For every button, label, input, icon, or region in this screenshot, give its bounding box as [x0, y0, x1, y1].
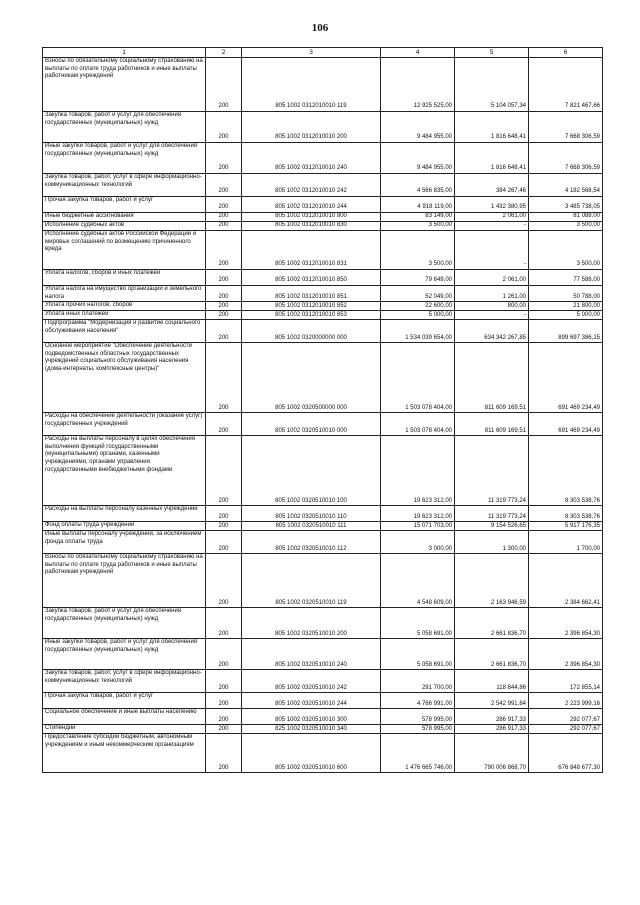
- table-row: [43, 231, 603, 270]
- row-name: Подпрограмма "Модернизация и развитие социального обслуживания населения": [43, 320, 206, 343]
- row-grbs: 200: [206, 436, 242, 506]
- row-rest: 77 588,00: [529, 270, 603, 286]
- row-code: 805 1002 0320510010 112: [242, 531, 381, 554]
- row-plan: 1 534 039 654,00: [381, 320, 455, 343]
- row-plan: 578 995,00: [381, 725, 455, 734]
- row-fact: 2 061,00: [455, 213, 529, 222]
- row-code: 805 1002 0312010010 119: [242, 58, 381, 112]
- row-code: 805 1002 0312010010 850: [242, 270, 381, 286]
- table-row: [43, 343, 603, 413]
- row-rest: 81 088,00: [529, 213, 603, 222]
- row-name: Социальное обеспечение и иные выплаты населению: [43, 709, 206, 725]
- row-name: Уплата налогов, сборов и иных платежей: [43, 270, 206, 286]
- row-fact: 2 163 946,59: [455, 554, 529, 608]
- table-row: [43, 554, 603, 608]
- row-fact: 11 319 773,24: [455, 436, 529, 506]
- row-plan: 19 623 312,00: [381, 506, 455, 522]
- row-name: Уплата прочих налогов, сборов: [43, 302, 206, 311]
- row-code: 805 1002 0312010010 851: [242, 286, 381, 302]
- row-grbs: 200: [206, 413, 242, 436]
- column-header: 5: [455, 48, 529, 58]
- table-row: [43, 197, 603, 213]
- table-row: [43, 320, 603, 343]
- row-plan: 5 000,00: [381, 311, 455, 320]
- table-row: [43, 213, 603, 222]
- row-rest: 5 000,00: [529, 311, 603, 320]
- row-name: Уплата иных платежей: [43, 311, 206, 320]
- row-code: 805 1002 0320510010 119: [242, 554, 381, 608]
- table-row: [43, 725, 603, 734]
- table-row: [43, 286, 603, 302]
- row-fact: 811 609 169,51: [455, 413, 529, 436]
- row-rest: 3 500,00: [529, 231, 603, 270]
- row-plan: 3 000,00: [381, 531, 455, 554]
- row-fact: 5 104 057,34: [455, 58, 529, 112]
- row-fact: -: [455, 222, 529, 231]
- row-code: 805 1002 0320510010 100: [242, 436, 381, 506]
- row-code: 805 1002 0320510010 111: [242, 522, 381, 531]
- row-rest: 2 223 999,16: [529, 693, 603, 709]
- row-grbs: 200: [206, 222, 242, 231]
- row-code: 805 1002 0320510010 110: [242, 506, 381, 522]
- row-plan: 578 995,00: [381, 709, 455, 725]
- table-row: [43, 143, 603, 174]
- row-code: 805 1002 0312010010 853: [242, 311, 381, 320]
- row-code: 805 1002 0312010010 244: [242, 197, 381, 213]
- table-row: [43, 670, 603, 693]
- table-row: [43, 311, 603, 320]
- row-name: Иные закупки товаров, работ и услуг для обеспечения государственных (муниципальных) нужд: [43, 639, 206, 670]
- row-code: 805 1002 0320000000 000: [242, 320, 381, 343]
- row-fact: -: [455, 311, 529, 320]
- row-plan: 9 484 955,00: [381, 143, 455, 174]
- row-grbs: 200: [206, 302, 242, 311]
- row-plan: 83 149,00: [381, 213, 455, 222]
- row-code: 805 1002 0320510010 000: [242, 413, 381, 436]
- row-name: Закупка товаров, работ и услуг для обеспечения государственных (муниципальных) нужд: [43, 608, 206, 639]
- row-rest: 4 182 568,54: [529, 174, 603, 197]
- row-name: Расходы на обеспечение деятельности (оказание услуг) государственных учреждений: [43, 413, 206, 436]
- row-name: Расходы на выплаты персоналу казенных учреждений: [43, 506, 206, 522]
- row-plan: 1 476 665 746,00: [381, 734, 455, 773]
- table-row: [43, 222, 603, 231]
- row-name: Расходы на выплаты персоналу в целях обеспечения выполнения функций государственными (муниципальными) органами, казенными учреждениями, органами управления государственными внебюджетными фондами: [43, 436, 206, 506]
- table-row: [43, 639, 603, 670]
- row-fact: -: [455, 231, 529, 270]
- row-fact: 286 917,33: [455, 709, 529, 725]
- row-code: 805 1002 0320510010 200: [242, 608, 381, 639]
- row-plan: 9 484 955,00: [381, 112, 455, 143]
- row-rest: 8 303 538,76: [529, 436, 603, 506]
- row-grbs: 200: [206, 608, 242, 639]
- row-rest: 691 469 234,49: [529, 413, 603, 436]
- row-grbs: 200: [206, 320, 242, 343]
- row-code: 805 1002 0312010010 242: [242, 174, 381, 197]
- row-plan: 5 058 691,00: [381, 639, 455, 670]
- page-number: 106: [311, 22, 329, 34]
- row-code: 805 1002 0312010010 831: [242, 231, 381, 270]
- row-name: Уплата налога на имущество организаций и земельного налога: [43, 286, 206, 302]
- row-fact: 1 816 648,41: [455, 143, 529, 174]
- row-rest: 7 668 306,59: [529, 112, 603, 143]
- row-name: Фонд оплаты труда учреждений: [43, 522, 206, 531]
- row-code: 805 1002 0312010010 200: [242, 112, 381, 143]
- row-code: 805 1002 0312010010 240: [242, 143, 381, 174]
- table-row: [43, 608, 603, 639]
- row-plan: 79 649,00: [381, 270, 455, 286]
- row-grbs: 200: [206, 213, 242, 222]
- row-plan: 12 925 525,00: [381, 58, 455, 112]
- table-row: [43, 58, 603, 112]
- row-name: Взносы по обязательному социальному страхованию на выплаты по оплате труда работников и иные выплаты работникам учреждений: [43, 554, 206, 608]
- row-grbs: 200: [206, 174, 242, 197]
- row-code: 805 1002 0320510010 242: [242, 670, 381, 693]
- row-code: 805 1002 0320500000 000: [242, 343, 381, 413]
- table-body: [43, 58, 603, 773]
- row-rest: 292 077,67: [529, 709, 603, 725]
- row-fact: 800,00: [455, 302, 529, 311]
- row-plan: 3 500,00: [381, 231, 455, 270]
- row-plan: 52 049,00: [381, 286, 455, 302]
- row-rest: 50 788,00: [529, 286, 603, 302]
- row-fact: 811 609 169,51: [455, 343, 529, 413]
- row-code: 805 1002 0320510010 244: [242, 693, 381, 709]
- row-rest: 7 668 306,59: [529, 143, 603, 174]
- row-fact: 790 006 868,70: [455, 734, 529, 773]
- row-grbs: 200: [206, 531, 242, 554]
- row-rest: 676 848 677,30: [529, 734, 603, 773]
- row-grbs: 200: [206, 506, 242, 522]
- table-row: [43, 112, 603, 143]
- column-header: 1: [43, 48, 206, 58]
- row-rest: 691 469 234,49: [529, 343, 603, 413]
- row-plan: 5 058 691,00: [381, 608, 455, 639]
- table-row: [43, 531, 603, 554]
- row-code: 805 1002 0312010010 852: [242, 302, 381, 311]
- row-grbs: 200: [206, 734, 242, 773]
- row-rest: 7 821 467,66: [529, 58, 603, 112]
- row-name: Стипендии: [43, 725, 206, 734]
- row-name: Исполнение судебных актов Российской Федерации и мировых соглашений по возмещению причиненного вреда: [43, 231, 206, 270]
- row-plan: 4 548 609,00: [381, 554, 455, 608]
- table-row: [43, 436, 603, 506]
- row-plan: 1 503 078 404,00: [381, 343, 455, 413]
- row-fact: 1 432 380,95: [455, 197, 529, 213]
- row-rest: 5 917 176,35: [529, 522, 603, 531]
- row-grbs: 200: [206, 143, 242, 174]
- row-grbs: 200: [206, 639, 242, 670]
- row-plan: 15 071 703,00: [381, 522, 455, 531]
- row-plan: 19 623 312,00: [381, 436, 455, 506]
- row-plan: 22 600,00: [381, 302, 455, 311]
- row-rest: 3 500,00: [529, 222, 603, 231]
- table-row: [43, 302, 603, 311]
- row-name: Закупка товаров, работ и услуг для обеспечения государственных (муниципальных) нужд: [43, 112, 206, 143]
- row-fact: 1 816 648,41: [455, 112, 529, 143]
- row-name: Прочая закупка товаров, работ и услуг: [43, 197, 206, 213]
- row-name: Основное мероприятие "Обеспечение деятельности подведомственных областных государственных учреждений социального обслуживания населения (дома-интернаты, комплексные центры)": [43, 343, 206, 413]
- row-grbs: 200: [206, 231, 242, 270]
- row-name: Иные закупки товаров, работ и услуг для обеспечения государственных (муниципальных) нужд: [43, 143, 206, 174]
- row-plan: 3 500,00: [381, 222, 455, 231]
- row-plan: 4 766 991,00: [381, 693, 455, 709]
- row-name: Закупка товаров, работ, услуг в сфере информационно-коммуникационных технологий: [43, 670, 206, 693]
- table-row: [43, 693, 603, 709]
- row-plan: 1 503 078 404,00: [381, 413, 455, 436]
- table-row: [43, 522, 603, 531]
- table-row: [43, 734, 603, 773]
- table-row: [43, 174, 603, 197]
- row-grbs: 200: [206, 343, 242, 413]
- row-code: 825 1002 0320510010 340: [242, 725, 381, 734]
- row-fact: 2 061,00: [455, 270, 529, 286]
- row-rest: 292 077,67: [529, 725, 603, 734]
- row-fact: 2 661 836,70: [455, 608, 529, 639]
- row-fact: 2 542 991,84: [455, 693, 529, 709]
- row-code: 805 1002 0320510010 300: [242, 709, 381, 725]
- row-code: 805 1002 0320510010 240: [242, 639, 381, 670]
- row-plan: 4 566 835,00: [381, 174, 455, 197]
- row-rest: 172 855,14: [529, 670, 603, 693]
- row-code: 805 1002 0312010010 800: [242, 213, 381, 222]
- column-header: 6: [529, 48, 603, 58]
- row-grbs: 200: [206, 670, 242, 693]
- table-row: [43, 709, 603, 725]
- row-plan: 4 918 119,00: [381, 197, 455, 213]
- row-rest: 2 396 854,30: [529, 639, 603, 670]
- budget-table: [42, 47, 603, 773]
- header-row: [43, 48, 603, 58]
- row-code: 805 1002 0312010010 830: [242, 222, 381, 231]
- row-name: Иные бюджетные ассигнования: [43, 213, 206, 222]
- row-name: Прочая закупка товаров, работ и услуг: [43, 693, 206, 709]
- row-fact: 9 154 526,65: [455, 522, 529, 531]
- row-grbs: 200: [206, 554, 242, 608]
- row-plan: 291 700,00: [381, 670, 455, 693]
- row-fact: 384 267,46: [455, 174, 529, 197]
- row-fact: 2 661 836,70: [455, 639, 529, 670]
- row-name: Предоставление субсидий бюджетным, автономным учреждениям и иным некоммерческим организациям: [43, 734, 206, 773]
- row-fact: 634 342 267,85: [455, 320, 529, 343]
- table-row: [43, 506, 603, 522]
- row-rest: 8 303 538,76: [529, 506, 603, 522]
- column-header: 2: [206, 48, 242, 58]
- row-grbs: 200: [206, 197, 242, 213]
- row-fact: 1 300,00: [455, 531, 529, 554]
- row-grbs: 200: [206, 522, 242, 531]
- column-header: 3: [242, 48, 381, 58]
- row-rest: 899 697 386,15: [529, 320, 603, 343]
- row-name: Закупка товаров, работ, услуг в сфере информационно-коммуникационных технологий: [43, 174, 206, 197]
- row-name: Исполнение судебных актов: [43, 222, 206, 231]
- row-rest: 2 396 854,30: [529, 608, 603, 639]
- row-grbs: 200: [206, 709, 242, 725]
- row-grbs: 200: [206, 58, 242, 112]
- row-fact: 286 917,33: [455, 725, 529, 734]
- row-rest: 1 700,00: [529, 531, 603, 554]
- row-grbs: 200: [206, 270, 242, 286]
- row-rest: 2 384 662,41: [529, 554, 603, 608]
- row-grbs: 200: [206, 725, 242, 734]
- row-fact: 1 261,00: [455, 286, 529, 302]
- row-grbs: 200: [206, 693, 242, 709]
- row-grbs: 200: [206, 112, 242, 143]
- row-name: Взносы по обязательному социальному страхованию на выплаты по оплате труда работников и иные выплаты работникам учреждений: [43, 58, 206, 112]
- row-rest: 21 800,00: [529, 302, 603, 311]
- table-row: [43, 270, 603, 286]
- row-fact: 11 319 773,24: [455, 506, 529, 522]
- table-row: [43, 413, 603, 436]
- column-header: 4: [381, 48, 455, 58]
- row-name: Иные выплаты персоналу учреждений, за исключением фонда оплаты труда: [43, 531, 206, 554]
- row-fact: 118 844,86: [455, 670, 529, 693]
- row-grbs: 200: [206, 311, 242, 320]
- row-code: 805 1002 0320510010 600: [242, 734, 381, 773]
- row-rest: 3 485 738,05: [529, 197, 603, 213]
- row-grbs: 200: [206, 286, 242, 302]
